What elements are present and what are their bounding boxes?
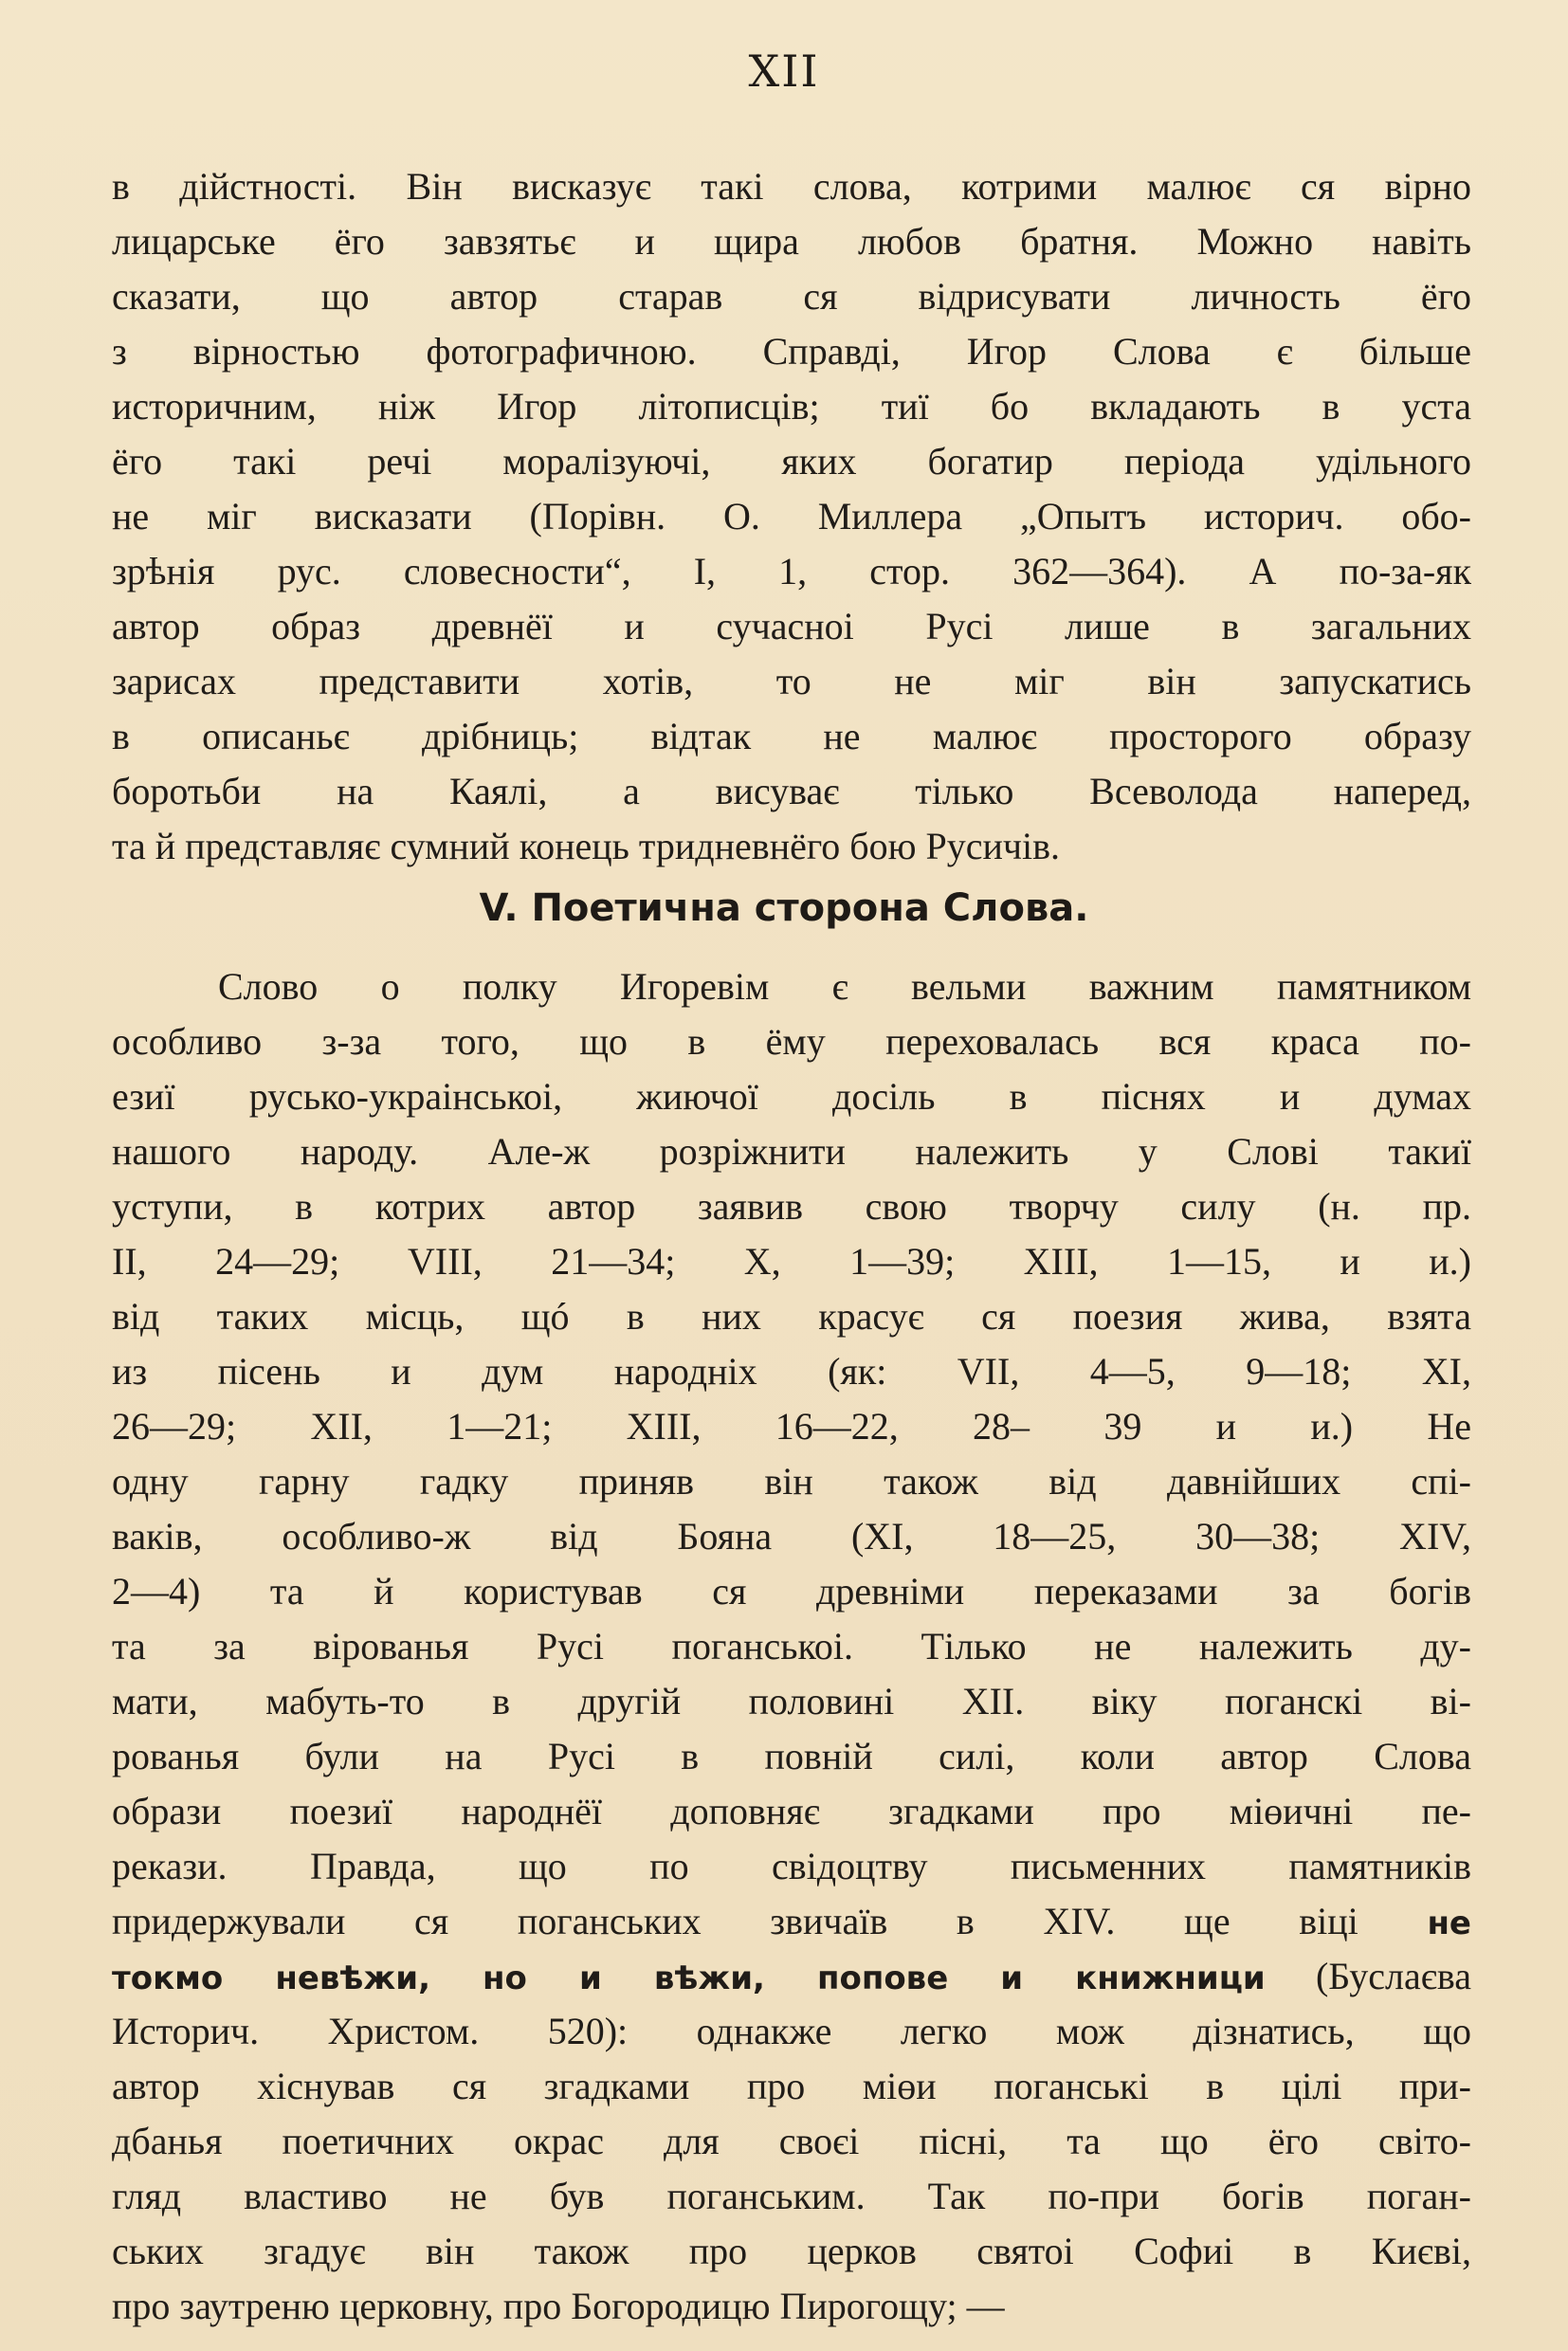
text-line: образи поезиї народнёї доповняє згадками про міөичні пе-	[112, 1790, 1471, 1832]
text-line: автор образ древнёї и сучасноі Русі лише в загальних	[112, 605, 1471, 647]
text-line: в дійстності. Він висказує такі слова, котрими малює ся вірно	[112, 165, 1471, 208]
text-line-part: придержували ся поганських звичаїв в XIV. ще віці	[112, 1900, 1358, 1942]
text-line: езиї русько-украінськоі, жиючої досіль в піснях и думах	[112, 1075, 1471, 1118]
text-line: одну гарну гадку приняв він також від давнійших спі-	[112, 1460, 1471, 1503]
text-line: автор хіснував ся згадками про міөи поганські в цілі при-	[112, 2065, 1471, 2107]
text-line: из пісень и дум народніх (як: VII, 4—5, 9—18; XI,	[112, 1350, 1471, 1393]
text-line: не міг висказати (Порівн. О. Миллера „Опытъ историч. обо-	[112, 495, 1471, 538]
text-line: з вірностью фотографичною. Справді, Игор Слова є більше	[112, 330, 1471, 373]
text-line: ёго такі речі моралізуючі, яких богатир періода удільного	[112, 440, 1471, 483]
text-line: зарисах представити хотів, то не міг він запускатись	[112, 660, 1471, 702]
text-line-part: (Буслаєва	[1265, 1955, 1471, 1997]
text-line: сказати, що автор старав ся відрисувати личность ёго	[112, 275, 1471, 318]
text-line-with-emphasis	[112, 1949, 1471, 2004]
text-line: лицарське ёго завзятьє и щира любов братня. Можно навіть	[112, 220, 1471, 263]
text-line: Слово о полку Игоревім є вельми важним памятником	[218, 965, 1471, 1008]
paragraph-2	[112, 959, 1471, 2334]
text-line: та за вірованья Русі поганськоі. Тілько не належить ду-	[112, 1625, 1471, 1668]
text-line: Историч. Христом. 520): однакже легко мож дізнатись, що	[112, 2010, 1471, 2052]
paragraph-1	[112, 159, 1471, 874]
text-line: про заутреню церковну, про Богородицю Пирогощу; —	[112, 2285, 1005, 2327]
text-line: гляд властиво не був поганським. Так по-при богів поган-	[112, 2175, 1471, 2217]
page-number: XII	[748, 46, 820, 97]
text-line: та й представляє сумний конець тридневнёго бою Русичів.	[112, 825, 1061, 867]
text-line: нашого народу. Але-ж розріжнити належить у Слові такиї	[112, 1130, 1471, 1173]
text-line: рекази. Правда, що по свідоцтву письменних памятників	[112, 1845, 1471, 1887]
text-line: рованья були на Русі в повній силі, коли автор Слова	[112, 1735, 1471, 1777]
text-line: дбанья поетичних окрас для своєі пісні, та що ёго світо-	[112, 2120, 1471, 2162]
text-line: 2—4) та й користував ся древніми переказами за богів	[112, 1570, 1471, 1613]
text-line: ських згадує він також про церков святоі Софиі в Києві,	[112, 2230, 1471, 2272]
text-line: историчним, ніж Игор літописців; тиї бо вкладають в уста	[112, 385, 1471, 428]
text-line: боротьби на Каялі, а висуває тілько Всеволода наперед,	[112, 770, 1471, 812]
text-line: мати, мабуть-то в другій половині XII. віку поганскі ві-	[112, 1680, 1471, 1722]
text-line: ваків, особливо-ж від Бояна (XI, 18—25, 30—38; XIV,	[112, 1515, 1471, 1558]
text-line: 26—29; XII, 1—21; XIII, 16—22, 28– 39 и и.) Не	[112, 1405, 1471, 1448]
text-line: уступи, в котрих автор заявив свою творчу силу (н. пр.	[112, 1185, 1471, 1228]
text-line: особливо з-за того, що в ёму переховалась вся краса по-	[112, 1020, 1471, 1063]
emphasized-text: не	[1427, 1904, 1471, 1942]
emphasized-text: токмо невѣжи, но и вѣжи, попове и книжници	[112, 1959, 1266, 1997]
text-line-with-emphasis	[112, 1894, 1471, 1949]
text-line: в описаньє дрібниць; відтак не малює просторого образу	[112, 715, 1471, 757]
text-line: II, 24—29; VIII, 21—34; X, 1—39; XIII, 1—15, и и.)	[112, 1240, 1471, 1283]
text-line: від таких місць, щó в них красує ся поезия жива, взята	[112, 1295, 1471, 1338]
text-line: зрѣнія рус. словесности“, I, 1, стор. 362—364). А по-за-як	[112, 550, 1471, 592]
section-heading: V. Поетична сторона Слова.	[479, 886, 1089, 930]
